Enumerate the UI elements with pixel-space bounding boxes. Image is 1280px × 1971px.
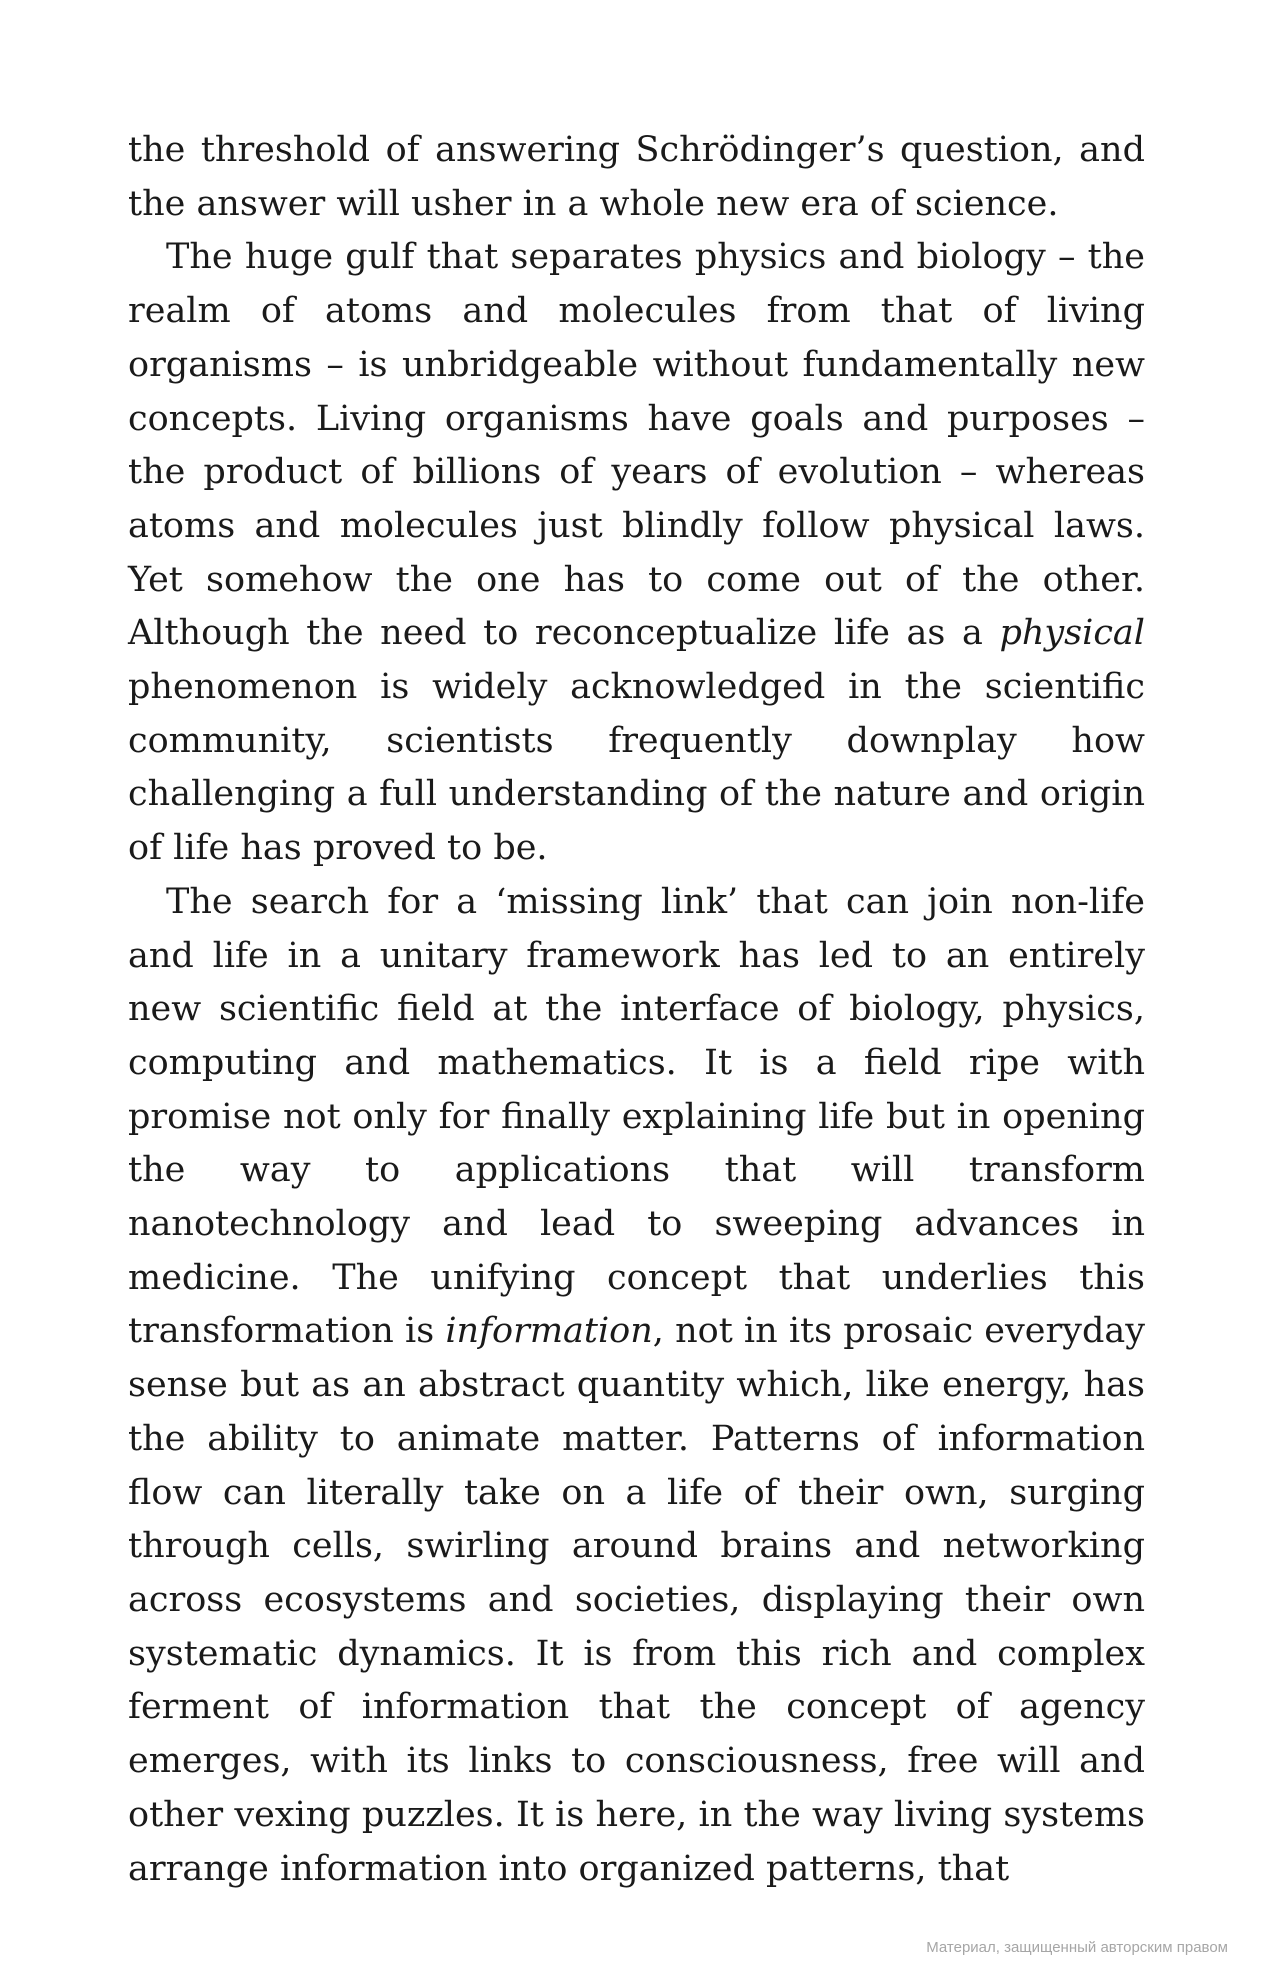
- page-body: [128, 124, 1145, 1896]
- paragraph-1-text: the threshold of answering Schrödinger’s question, and the answer will usher in a whole new era of science.: [128, 130, 1145, 224]
- paragraph-2: [128, 231, 1145, 875]
- paragraph-2-text-a: The huge gulf that separates physics and biology – the realm of atoms and molecules from that of living organisms – is unbridgeable without fundamentally new concepts. Living organisms have goals and purposes – the product of billions of years of evolution – whereas atoms and molecules just blindly follow physical laws. Yet somehow the one has to come out of the other. Although the need to reconceptualize life as a: [128, 237, 1145, 654]
- paragraph-2-text-b: phenomenon is widely acknowledged in the scientific community, scientists frequently downplay how challenging a full understanding of the nature and origin of life has proved to be.: [128, 667, 1145, 869]
- paragraph-3-text-b: , not in its prosaic everyday sense but as an abstract quantity which, like energy, has the ability to animate matter. Patterns of information flow can literally take on a life of their own, surging through cells, swirling around brains and networking across ecosystems and societies, displaying their own systematic dynamics. It is from this rich and complex ferment of information that the concept of agency emerges, with its links to consciousness, free will and other vexing puzzles. It is here, in the way living systems arrange information into organized patterns, that: [128, 1311, 1145, 1889]
- paragraph-3-emphasis: information: [445, 1311, 653, 1352]
- copyright-watermark: Материал, защищенный авторским правом: [926, 1939, 1228, 1956]
- paragraph-3: [128, 876, 1145, 1896]
- paragraph-3-text-a: The search for a ‘missing link’ that can join non-life and life in a unitary framework has led to an entirely new scientific field at the interface of biology, physics, computing and mathematics. It is a field ripe with promise not only for finally explaining life but in opening the way to applications that will transform nanotechnology and lead to sweeping advances in medicine. The unifying concept that underlies this transformation is: [128, 881, 1145, 1352]
- paragraph-1: [128, 124, 1145, 231]
- paragraph-2-emphasis: physical: [999, 613, 1145, 654]
